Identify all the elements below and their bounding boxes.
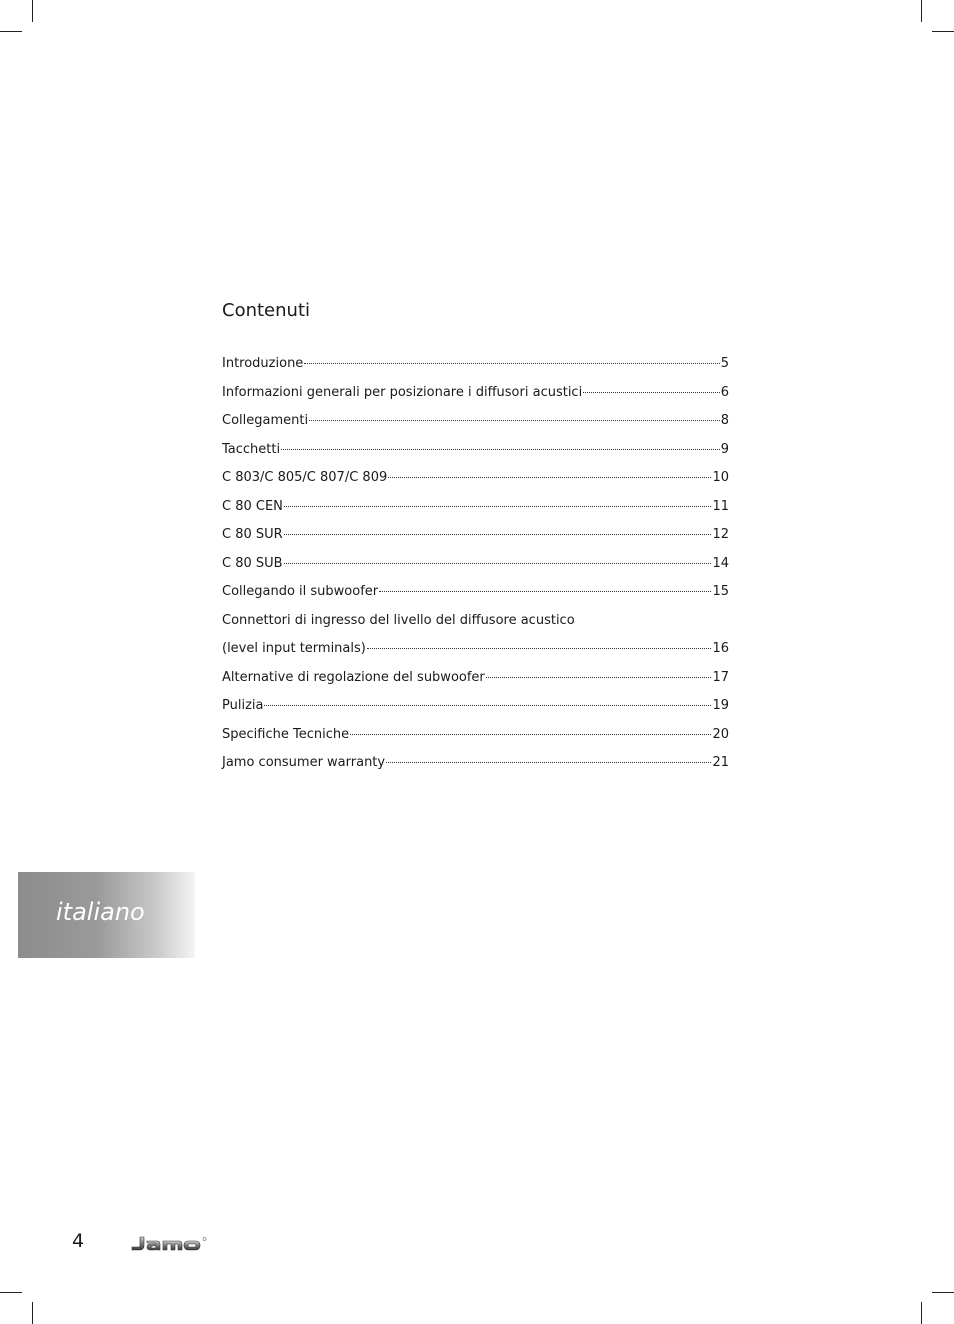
toc-dot-leader bbox=[350, 734, 711, 735]
crop-mark-top-right-vertical bbox=[921, 0, 922, 22]
toc-dot-leader bbox=[304, 363, 719, 364]
toc-entry[interactable] bbox=[222, 610, 729, 639]
toc-entry-label: C 803/C 805/C 807/C 809 bbox=[222, 470, 388, 485]
crop-mark-top-right-horizontal bbox=[932, 31, 954, 32]
toc-entry-page: 10 bbox=[712, 470, 729, 485]
toc-entry-label: Collegamenti bbox=[222, 413, 309, 428]
toc-entry-page: 15 bbox=[712, 584, 729, 599]
toc-dot-leader bbox=[388, 477, 711, 478]
toc-entry[interactable] bbox=[222, 695, 729, 724]
toc-entry-label: Informazioni generali per posizionare i diffusori acustici bbox=[222, 384, 583, 400]
toc-entry-page: 16 bbox=[712, 641, 729, 656]
page-number: 4 bbox=[72, 1230, 85, 1252]
toc-entry[interactable] bbox=[222, 382, 729, 411]
toc-entry-label: Jamo consumer warranty bbox=[222, 755, 386, 770]
toc-dot-leader bbox=[309, 420, 720, 421]
toc-dot-leader bbox=[284, 534, 712, 535]
toc-dot-leader bbox=[264, 705, 711, 706]
toc-entry-label: Specifiche Tecniche bbox=[222, 726, 350, 742]
toc-entry-label: Tacchetti bbox=[222, 441, 281, 457]
crop-mark-bottom-right-horizontal bbox=[932, 1292, 954, 1293]
toc-entry-label: C 80 SUB bbox=[222, 555, 283, 571]
toc-entry[interactable] bbox=[222, 581, 729, 610]
toc-entry-page: 9 bbox=[720, 441, 729, 457]
toc-entry[interactable] bbox=[222, 524, 729, 553]
toc-dot-leader bbox=[486, 677, 712, 678]
toc-entry-label: Pulizia bbox=[222, 698, 264, 713]
toc-entry-page: 20 bbox=[712, 726, 729, 742]
toc-entry-label: Introduzione bbox=[222, 356, 304, 371]
crop-mark-top-left-horizontal bbox=[0, 31, 22, 32]
toc-entry-page: 19 bbox=[712, 698, 729, 713]
crop-mark-bottom-right-vertical bbox=[921, 1302, 922, 1324]
toc-entry[interactable] bbox=[222, 439, 729, 468]
toc-dot-leader bbox=[367, 648, 712, 649]
toc-entry-label: Collegando il subwoofer bbox=[222, 584, 379, 599]
crop-mark-top-left-vertical bbox=[32, 0, 33, 22]
toc-dot-leader bbox=[284, 506, 712, 507]
language-label: italiano bbox=[56, 898, 145, 926]
toc-entry-page: 6 bbox=[720, 384, 729, 400]
toc-list bbox=[222, 353, 729, 781]
toc-entry-label: C 80 CEN bbox=[222, 498, 283, 514]
toc-dot-leader bbox=[386, 762, 711, 763]
toc-dot-leader bbox=[379, 591, 711, 592]
toc-entry-page: 8 bbox=[720, 413, 729, 428]
toc-dot-leader bbox=[281, 449, 720, 450]
toc-entry-page: 12 bbox=[712, 527, 729, 542]
toc-entry[interactable] bbox=[222, 496, 729, 525]
jamo-logo bbox=[130, 1233, 208, 1253]
toc-entry-label: C 80 SUR bbox=[222, 527, 283, 542]
toc-entry-page: 14 bbox=[712, 555, 729, 571]
toc-entry-label: Connettori di ingresso del livello del diffusore acustico bbox=[222, 612, 575, 628]
toc-entry-label: (level input terminals) bbox=[222, 641, 366, 656]
toc-entry[interactable] bbox=[222, 667, 729, 696]
toc-entry-page: 11 bbox=[712, 498, 729, 514]
toc-entry[interactable] bbox=[222, 410, 729, 439]
toc-entry[interactable] bbox=[222, 353, 729, 382]
toc-entry-page: 21 bbox=[712, 755, 729, 770]
toc-dot-leader bbox=[284, 563, 712, 564]
crop-mark-bottom-left-horizontal bbox=[0, 1292, 22, 1293]
toc-title: Contenuti bbox=[222, 300, 310, 321]
toc-entry-label: Alternative di regolazione del subwoofer bbox=[222, 669, 485, 685]
toc-entry[interactable] bbox=[222, 553, 729, 582]
toc-entry[interactable] bbox=[222, 724, 729, 753]
toc-dot-leader bbox=[583, 392, 720, 393]
crop-mark-bottom-left-vertical bbox=[32, 1302, 33, 1324]
toc-entry[interactable] bbox=[222, 467, 729, 496]
toc-entry-page: 17 bbox=[712, 669, 729, 685]
toc-entry[interactable] bbox=[222, 638, 729, 667]
toc-entry-page: 5 bbox=[720, 356, 729, 371]
language-tab bbox=[18, 872, 195, 958]
toc-entry[interactable] bbox=[222, 752, 729, 781]
